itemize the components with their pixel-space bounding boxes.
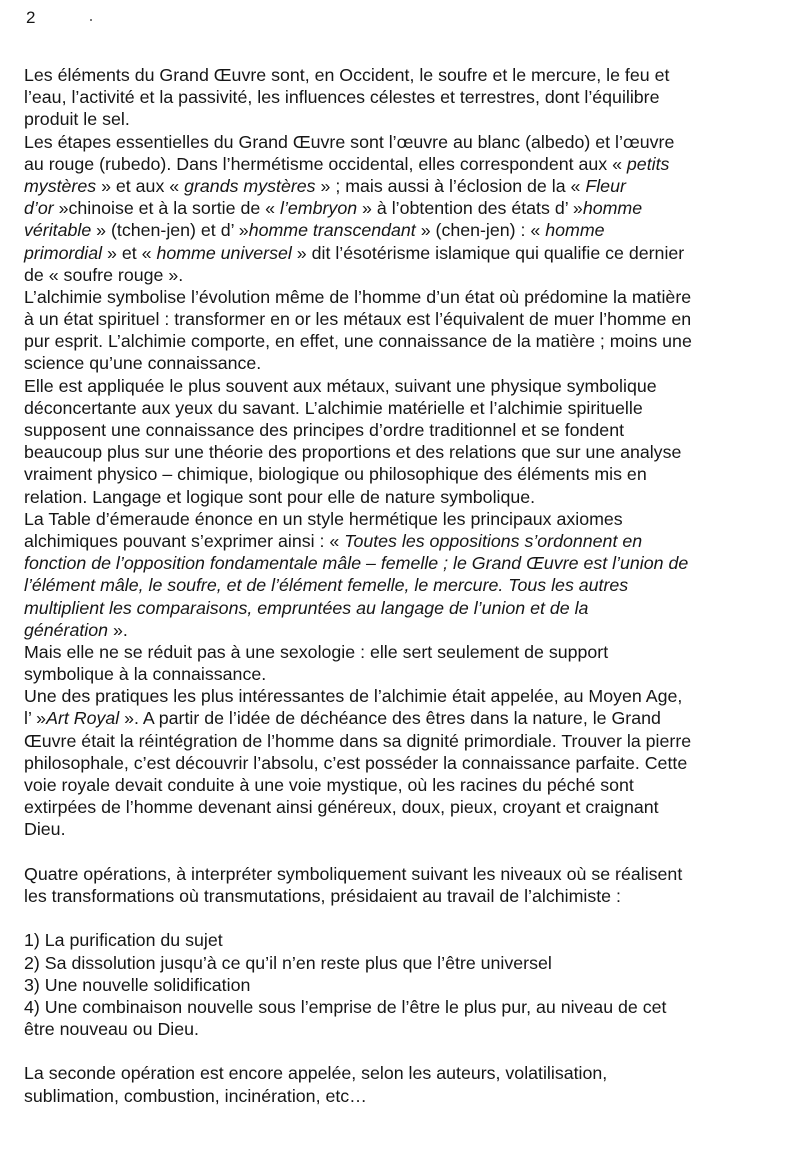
italic-text: Fleur <box>585 175 626 196</box>
text-segment: de « soufre rouge ». <box>24 264 184 285</box>
text-line <box>24 175 780 197</box>
text-segment: » et « <box>102 242 157 263</box>
text-segment: » dit l’ésotérisme islamique qui qualifie ce dernier <box>291 242 685 263</box>
text-segment: 3) Une nouvelle solidification <box>24 974 251 995</box>
text-line <box>24 219 780 241</box>
text-segment: science qu’une connaissance. <box>24 353 262 374</box>
text-segment: » ; mais aussi à l’éclosion de la « <box>315 175 586 196</box>
italic-text: homme <box>545 220 605 241</box>
text-line <box>24 641 780 663</box>
document-body <box>24 64 780 1107</box>
text-line <box>24 1062 780 1084</box>
text-line <box>24 508 780 530</box>
text-segment: Œuvre était la réintégration de l’homme dans sa dignité primordiale. Trouver la pierre <box>24 730 692 751</box>
text-segment: Une des pratiques les plus intéressantes de l’alchimie était appelée, au Moyen Age, <box>24 686 683 707</box>
text-line <box>24 730 780 752</box>
text-line <box>24 64 780 86</box>
text-line <box>24 818 780 840</box>
text-segment: La Table d’émeraude énonce en un style hermétique les principaux axiomes <box>24 508 623 529</box>
text-line <box>24 929 780 951</box>
text-segment: alchimiques pouvant s’exprimer ainsi : « <box>24 530 345 551</box>
text-line <box>24 108 780 130</box>
text-line <box>24 286 780 308</box>
italic-text: primordial <box>24 242 103 263</box>
blank-line <box>24 841 780 863</box>
text-segment: sublimation, combustion, incinération, etc… <box>24 1085 367 1106</box>
text-line <box>24 419 780 441</box>
text-line <box>24 1018 780 1040</box>
text-segment: Elle est appliquée le plus souvent aux métaux, suivant une physique symbolique <box>24 375 657 396</box>
text-line <box>24 796 780 818</box>
italic-text: Art Royal <box>46 708 120 729</box>
text-segment: L’alchimie symbolise l’évolution même de l’homme d’un état où prédomine la matière <box>24 286 692 307</box>
italic-text: homme universel <box>156 242 292 263</box>
text-line <box>24 752 780 774</box>
scan-speck <box>90 19 92 21</box>
text-segment: l’ » <box>24 708 47 729</box>
text-segment: symbolique à la connaissance. <box>24 664 267 685</box>
text-segment: La seconde opération est encore appelée, selon les auteurs, volatilisation, <box>24 1063 608 1084</box>
text-line <box>24 463 780 485</box>
text-segment: ». <box>108 619 128 640</box>
text-segment: ». A partir de l’idée de déchéance des êtres dans la nature, le Grand <box>119 708 661 729</box>
text-segment: produit le sel. <box>24 109 130 130</box>
text-segment: déconcertante aux yeux du savant. L’alchimie matérielle et l’alchimie spirituelle <box>24 397 643 418</box>
text-segment: Mais elle ne se réduit pas à une sexologie : elle sert seulement de support <box>24 641 609 662</box>
text-line <box>24 885 780 907</box>
text-segment: être nouveau ou Dieu. <box>24 1019 199 1040</box>
italic-text: multiplient les comparaisons, empruntées au langage de l’union et de la <box>24 597 589 618</box>
text-line <box>24 707 780 729</box>
text-line <box>24 685 780 707</box>
text-line <box>24 774 780 796</box>
text-line <box>24 352 780 374</box>
text-segment: voie royale devait conduite à une voie mystique, où les racines du péché sont <box>24 775 634 795</box>
italic-text: génération <box>24 619 109 640</box>
text-segment: l’eau, l’activité et la passivité, les influences célestes et terrestres, dont l’équilibre <box>24 87 660 108</box>
text-segment: » à l’obtention des états d’ » <box>357 198 583 219</box>
text-line <box>24 552 780 574</box>
italic-text: d’or <box>24 198 54 219</box>
text-segment: Dieu. <box>24 819 66 840</box>
italic-text: homme transcendant <box>248 220 416 241</box>
text-segment: extirpées de l’homme devenant ainsi généreux, doux, pieux, croyant et craignant <box>24 797 659 818</box>
text-segment: philosophale, c’est découvrir l’absolu, c’est posséder la connaissance parfaite. Cette <box>24 752 688 773</box>
text-segment: les transformations où transmutations, présidaient au travail de l’alchimiste : <box>24 885 621 906</box>
italic-text: fonction de l’opposition fondamentale mâle – femelle ; le Grand Œuvre est l’union de <box>24 553 689 574</box>
italic-text: Toutes les oppositions s’ordonnent en <box>344 530 643 551</box>
text-line <box>24 619 780 641</box>
text-line <box>24 952 780 974</box>
text-segment: relation. Langage et logique sont pour elle de nature symbolique. <box>24 486 536 507</box>
text-segment: 1) La purification du sujet <box>24 930 223 951</box>
text-segment: Les étapes essentielles du Grand Œuvre sont l’œuvre au blanc (albedo) et l’œuvre <box>24 131 675 152</box>
text-line <box>24 1085 780 1107</box>
text-segment: à un état spirituel : transformer en or les métaux est l’équivalent de muer l’homme en <box>24 309 692 330</box>
text-line <box>24 86 780 108</box>
text-segment: pur esprit. L’alchimie comporte, en effet, une connaissance de la matière ; moins une <box>24 331 692 352</box>
italic-text: l’embryon <box>280 198 358 219</box>
text-line <box>24 863 780 885</box>
text-segment: supposent une connaissance des principes d’ordre traditionnel et se fondent <box>24 420 625 440</box>
text-line <box>24 242 780 264</box>
text-line <box>24 375 780 397</box>
text-line <box>24 530 780 552</box>
text-line <box>24 131 780 153</box>
text-line <box>24 308 780 330</box>
text-line <box>24 486 780 508</box>
text-segment: »chinoise et à la sortie de « <box>53 198 281 219</box>
text-line <box>24 574 780 596</box>
text-segment: » (tchen-jen) et d’ » <box>91 220 249 241</box>
text-line <box>24 663 780 685</box>
blank-line <box>24 907 780 929</box>
text-line <box>24 597 780 619</box>
italic-text: grands mystères <box>184 175 316 196</box>
text-segment: » (chen-jen) : « <box>415 220 546 241</box>
italic-text: véritable <box>24 220 92 241</box>
text-segment: Les éléments du Grand Œuvre sont, en Occident, le soufre et le mercure, le feu et <box>24 65 670 85</box>
blank-line <box>24 1040 780 1062</box>
text-segment: vraiment physico – chimique, biologique ou philosophique des éléments mis en <box>24 464 647 485</box>
italic-text: homme <box>582 198 643 219</box>
text-line <box>24 153 780 175</box>
text-line <box>24 197 780 219</box>
italic-text: mystères <box>24 175 97 196</box>
text-segment: beaucoup plus sur une théorie des proportions et des relations que sur une analyse <box>24 442 682 463</box>
italic-text: l’élément mâle, le soufre, et de l’élément femelle, le mercure. Tous les autres <box>24 575 629 596</box>
text-line <box>24 974 780 996</box>
text-line <box>24 441 780 463</box>
page-number: 2 <box>26 8 36 27</box>
text-line <box>24 264 780 286</box>
italic-text: petits <box>626 153 670 174</box>
text-segment: Quatre opérations, à interpréter symboliquement suivant les niveaux où se réalisent <box>24 863 683 884</box>
text-segment: » et aux « <box>96 175 185 196</box>
text-segment: 4) Une combinaison nouvelle sous l’emprise de l’être le plus pur, au niveau de cet <box>24 996 667 1017</box>
text-line <box>24 330 780 352</box>
text-segment: au rouge (rubedo). Dans l’hermétisme occidental, elles correspondent aux « <box>24 153 627 174</box>
text-line <box>24 996 780 1018</box>
text-line <box>24 397 780 419</box>
text-segment: 2) Sa dissolution jusqu’à ce qu’il n’en reste plus que l’être universel <box>24 952 552 973</box>
